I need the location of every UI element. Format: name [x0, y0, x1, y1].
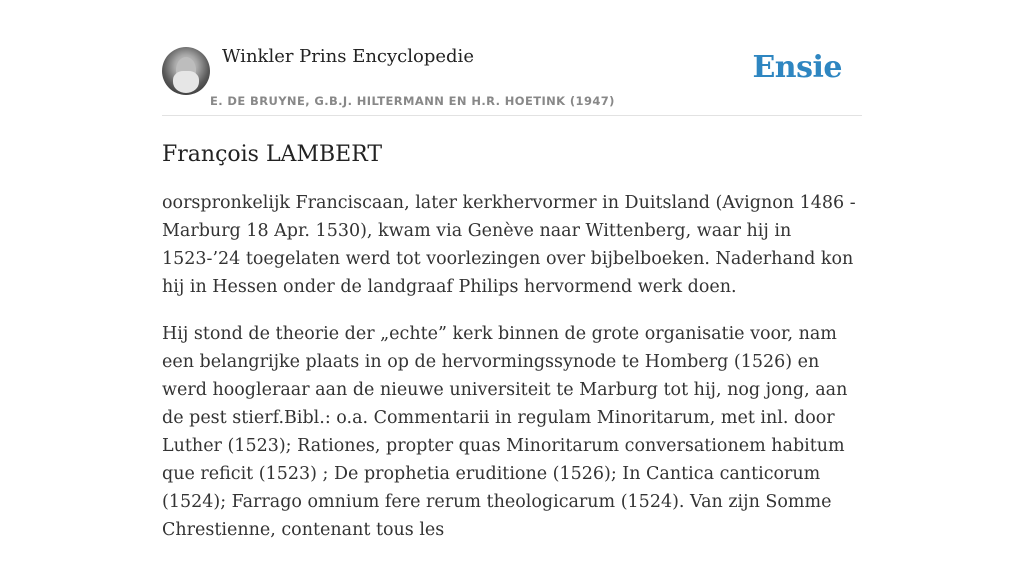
article-paragraph: oorspronkelijk Franciscaan, later kerkhervormer in Duitsland (Avignon 1486 - Marburg 18 Apr. 1530), kwam via Genève naar Wittenberg, waar hij in 1523-’24 toegelaten werd tot voorlezingen over bijbelboeken. Naderhand kon hij in Hessen onder de landgraaf Philips hervormend werk doen. — [162, 193, 856, 297]
avatar-beard — [173, 71, 199, 93]
article-paragraph: Hij stond de theorie der „echte” kerk binnen de grote organisatie voor, nam een belangrijke plaats in op de hervormingssynode te Homberg (1526) en werd hoogleraar aan de nieuwe universiteit te Marburg tot hij, nog jong, aan de pest stierf.Bibl.: o.a. Commentarii in regulam Minoritarum, met inl. door Luther (1523); Rationes, propter quas Minoritarum conversationem habitum que reficit (1523) ; De prophetia eruditione (1526); In Cantica canticorum (1524); Farrago omnium fere rerum theologicarum (1524). Van zijn Somme Chrestienne, contenant tous les — [162, 324, 848, 540]
ensie-logo[interactable]: Ensie — [752, 50, 842, 85]
article-title: François LAMBERT — [162, 142, 383, 167]
article-body — [162, 189, 862, 544]
author-avatar[interactable] — [162, 47, 210, 95]
authors-line: E. DE BRUYNE, G.B.J. HILTERMANN EN H.R. HOETINK (1947) — [210, 94, 615, 108]
encyclopedia-name[interactable]: Winkler Prins Encyclopedie — [222, 46, 474, 67]
page-container — [162, 0, 862, 563]
site-header — [162, 0, 862, 116]
